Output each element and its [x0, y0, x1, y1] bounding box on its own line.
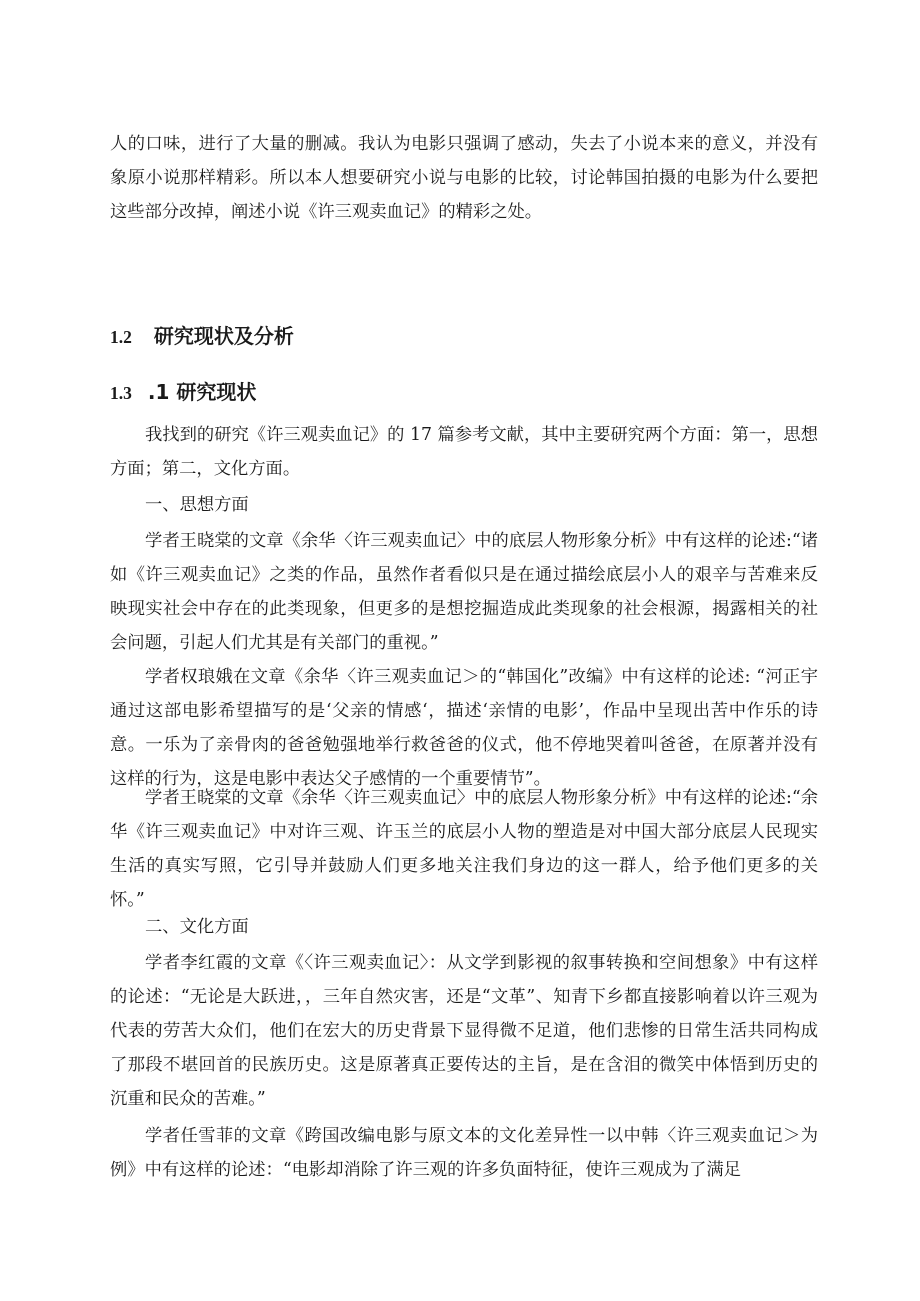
subheading-culture: 二、文化方面 [145, 917, 249, 937]
section-heading-1-2 [110, 320, 294, 349]
section-title: .1 研究现状 [147, 380, 257, 404]
section-heading-1-3 [110, 376, 256, 405]
paragraph-3: 学者权琅娥在文章《余华〈许三观卖血记＞的“韩国化”改编》中有这样的论述: “河正宇通过这部电影希望描写的是‘父亲的情感‘，描述‘亲情的电影’，作品中呈现出苦中作乐的诗意。一乐为了亲骨肉的爸爸勉强地举行救爸爸的仪式，他不停地哭着叫爸爸，在原著并没有这样的行为，这是电影中表达父子感情的一个重要情节”。 [110, 667, 818, 789]
paragraph-4: 学者王晓棠的文章《余华〈许三观卖血记〉中的底层人物形象分析》中有这样的论述:“余华《许三观卖血记》中对许三观、许玉兰的底层小人物的塑造是对中国大部分底层人民现实生活的真实写照，它引导并鼓励人们更多地关注我们身边的这一群人，给予他们更多的关怀。” [110, 788, 818, 910]
paragraph-6: 学者任雪菲的文章《跨国改编电影与原文本的文化差异性一以中韩〈许三观卖血记＞为例》中有这样的论述：“电影却消除了许三观的许多负面特征，使许三观成为了满足 [110, 1126, 818, 1180]
intro-paragraph: 人的口味，进行了大量的删减。我认为电影只强调了感动，失去了小说本来的意义，并没有象原小说那样精彩。所以本人想要研究小说与电影的比较，讨论韩国拍摄的电影为什么要把这些部分改掉，阐述小说《许三观卖血记》的精彩之处。 [110, 134, 818, 222]
paragraph-5: 学者李红霞的文章《〈许三观卖血记〉：从文学到影视的叙事转换和空间想象》中有这样的论述：“无论是大跃进，，三年自然灾害，还是“文革”、知青下乡都直接影响着以许三观为代表的劳苦大众们，他们在宏大的历史背景下显得微不足道，他们悲惨的日常生活共同构成了那段不堪回首的民族历史。这是原著真正要传达的主旨，是在含泪的微笑中体悟到历史的沉重和民众的苦难。” [110, 953, 818, 1109]
section-number: 1.2 [110, 327, 132, 347]
section-number: 1.3 [110, 383, 132, 403]
paragraph-1: 我找到的研究《许三观卖血记》的 17 篇参考文献，其中主要研究两个方面：第一，思想方面；第二，文化方面。 [110, 425, 818, 479]
subheading-thought: 一、思想方面 [145, 495, 249, 515]
paragraph-2: 学者王晓棠的文章《余华〈许三观卖血记〉中的底层人物形象分析》中有这样的论述:“诸如《许三观卖血记》之类的作品，虽然作者看似只是在通过描绘底层小人的艰辛与苦难来反映现实社会中存在的此类现象，但更多的是想挖掘造成此类现象的社会根源，揭露相关的社会问题，引起人们尤其是有关部门的重视。” [110, 531, 818, 653]
section-title: 研究现状及分析 [153, 324, 294, 348]
